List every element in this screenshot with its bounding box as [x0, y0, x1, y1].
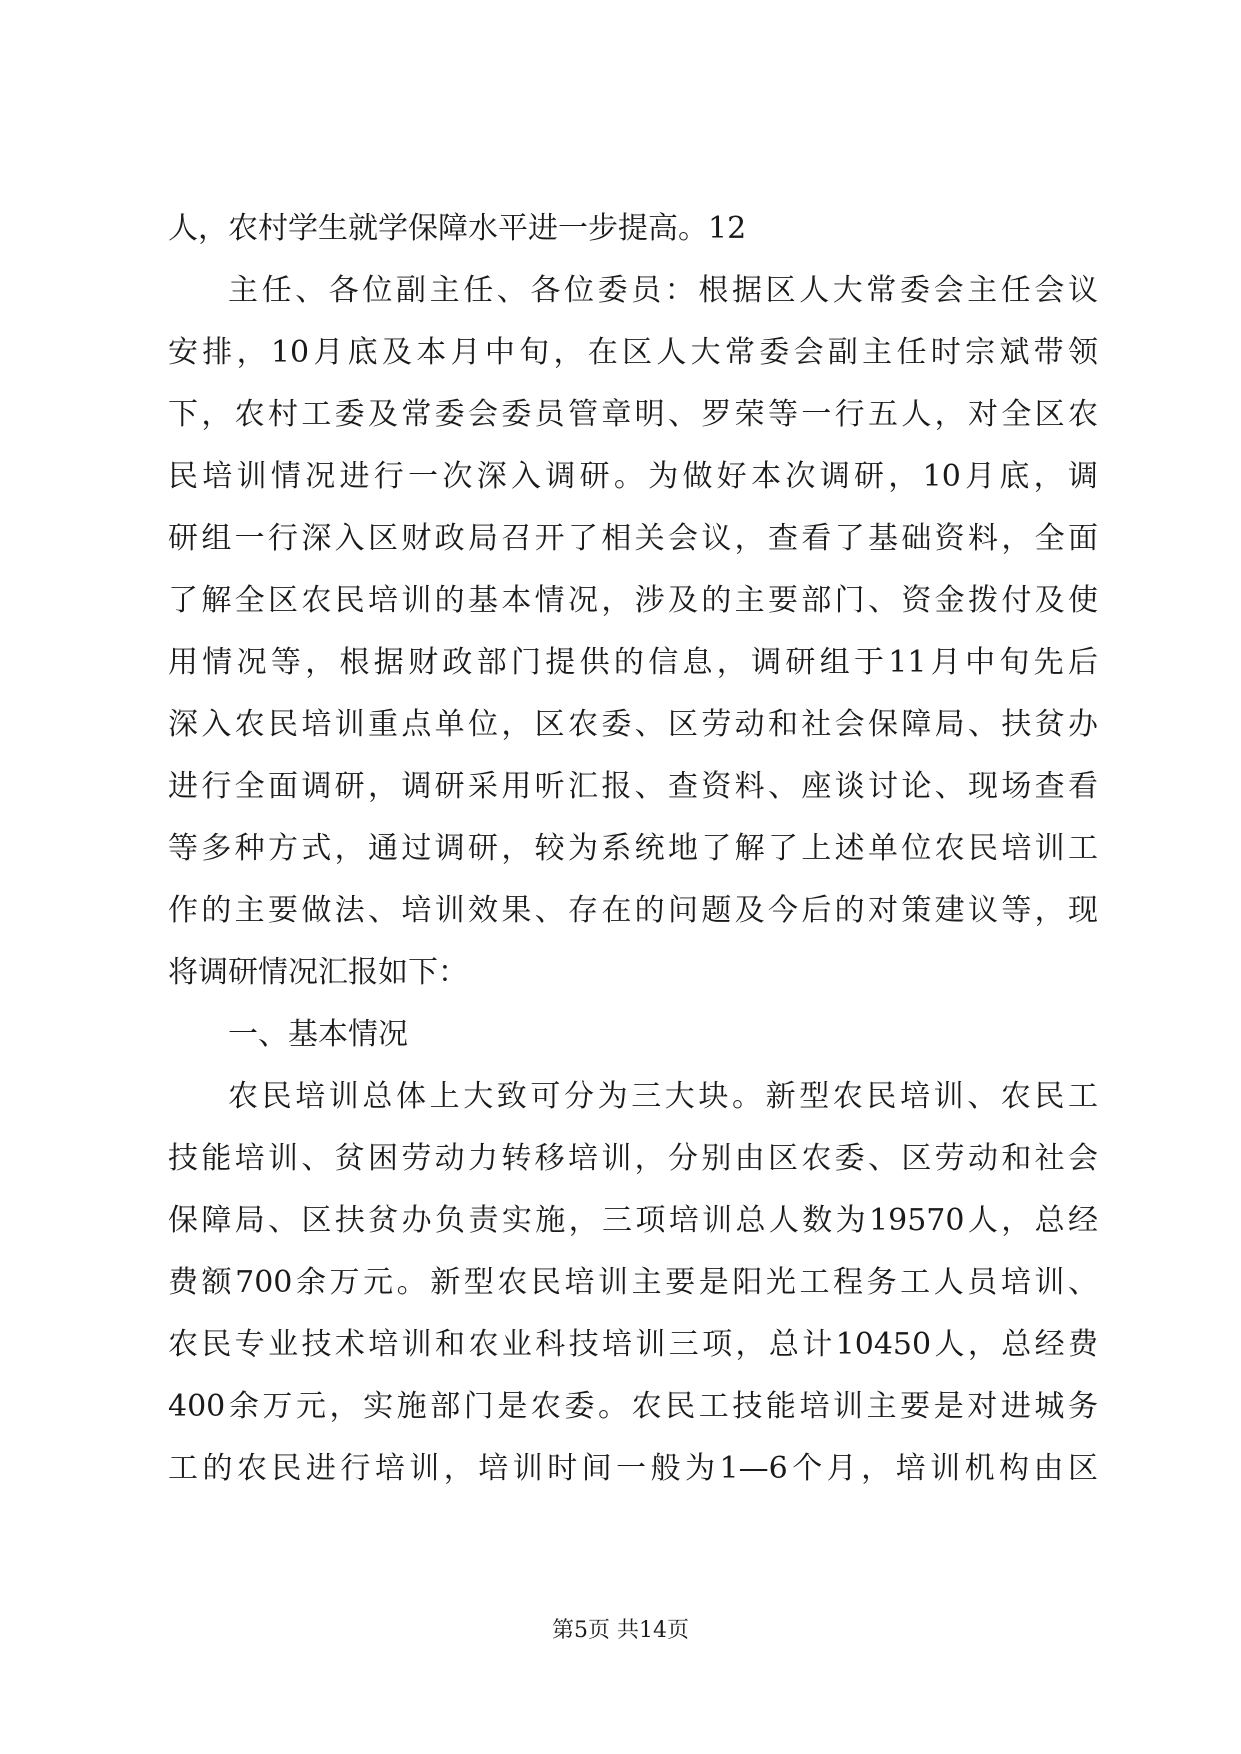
text-line-12: 作的主要做法、培训效果、存在的问题及今后的对策建议等，现	[168, 893, 1098, 928]
text-line-20: 400余万元，实施部门是农委。农民工技能培训主要是对进城务	[168, 1389, 1098, 1424]
text-line-2: 主任、各位副主任、各位委员：根据区人大常委会主任会议	[228, 273, 1098, 308]
text-line-4: 下，农村工委及常委会委员管章明、罗荣等一行五人，对全区农	[168, 397, 1098, 432]
text-line-9: 深入农民培训重点单位，区农委、区劳动和社会保障局、扶贫办	[168, 707, 1098, 742]
text-line-15: 农民培训总体上大致可分为三大块。新型农民培训、农民工	[228, 1079, 1098, 1114]
section-heading: 一、基本情况	[228, 1017, 408, 1052]
text-line-11: 等多种方式，通过调研，较为系统地了解了上述单位农民培训工	[168, 831, 1098, 866]
text-line-3: 安排，10月底及本月中旬，在区人大常委会副主任时宗斌带领	[168, 335, 1098, 370]
text-line-5: 民培训情况进行一次深入调研。为做好本次调研，10月底，调	[168, 459, 1098, 494]
page-number-footer: 第5页 共14页	[552, 1618, 689, 1643]
text-line-16: 技能培训、贫困劳动力转移培训，分别由区农委、区劳动和社会	[168, 1141, 1098, 1176]
text-line-18: 费额700余万元。新型农民培训主要是阳光工程务工人员培训、	[168, 1265, 1098, 1300]
text-line-21: 工的农民进行培训，培训时间一般为1—6个月，培训机构由区	[168, 1451, 1098, 1486]
text-line-10: 进行全面调研，调研采用听汇报、查资料、座谈讨论、现场查看	[168, 769, 1098, 804]
text-line-17: 保障局、区扶贫办负责实施，三项培训总人数为19570人，总经	[168, 1203, 1098, 1238]
text-line-7: 了解全区农民培训的基本情况，涉及的主要部门、资金拨付及使	[168, 583, 1098, 618]
text-line-1: 人，农村学生就学保障水平进一步提高。12	[168, 211, 747, 246]
text-line-13: 将调研情况汇报如下：	[168, 955, 468, 990]
text-line-19: 农民专业技术培训和农业科技培训三项，总计10450人，总经费	[168, 1327, 1098, 1362]
text-line-8: 用情况等，根据财政部门提供的信息，调研组于11月中旬先后	[168, 645, 1098, 680]
text-line-6: 研组一行深入区财政局召开了相关会议，查看了基础资料，全面	[168, 521, 1098, 556]
